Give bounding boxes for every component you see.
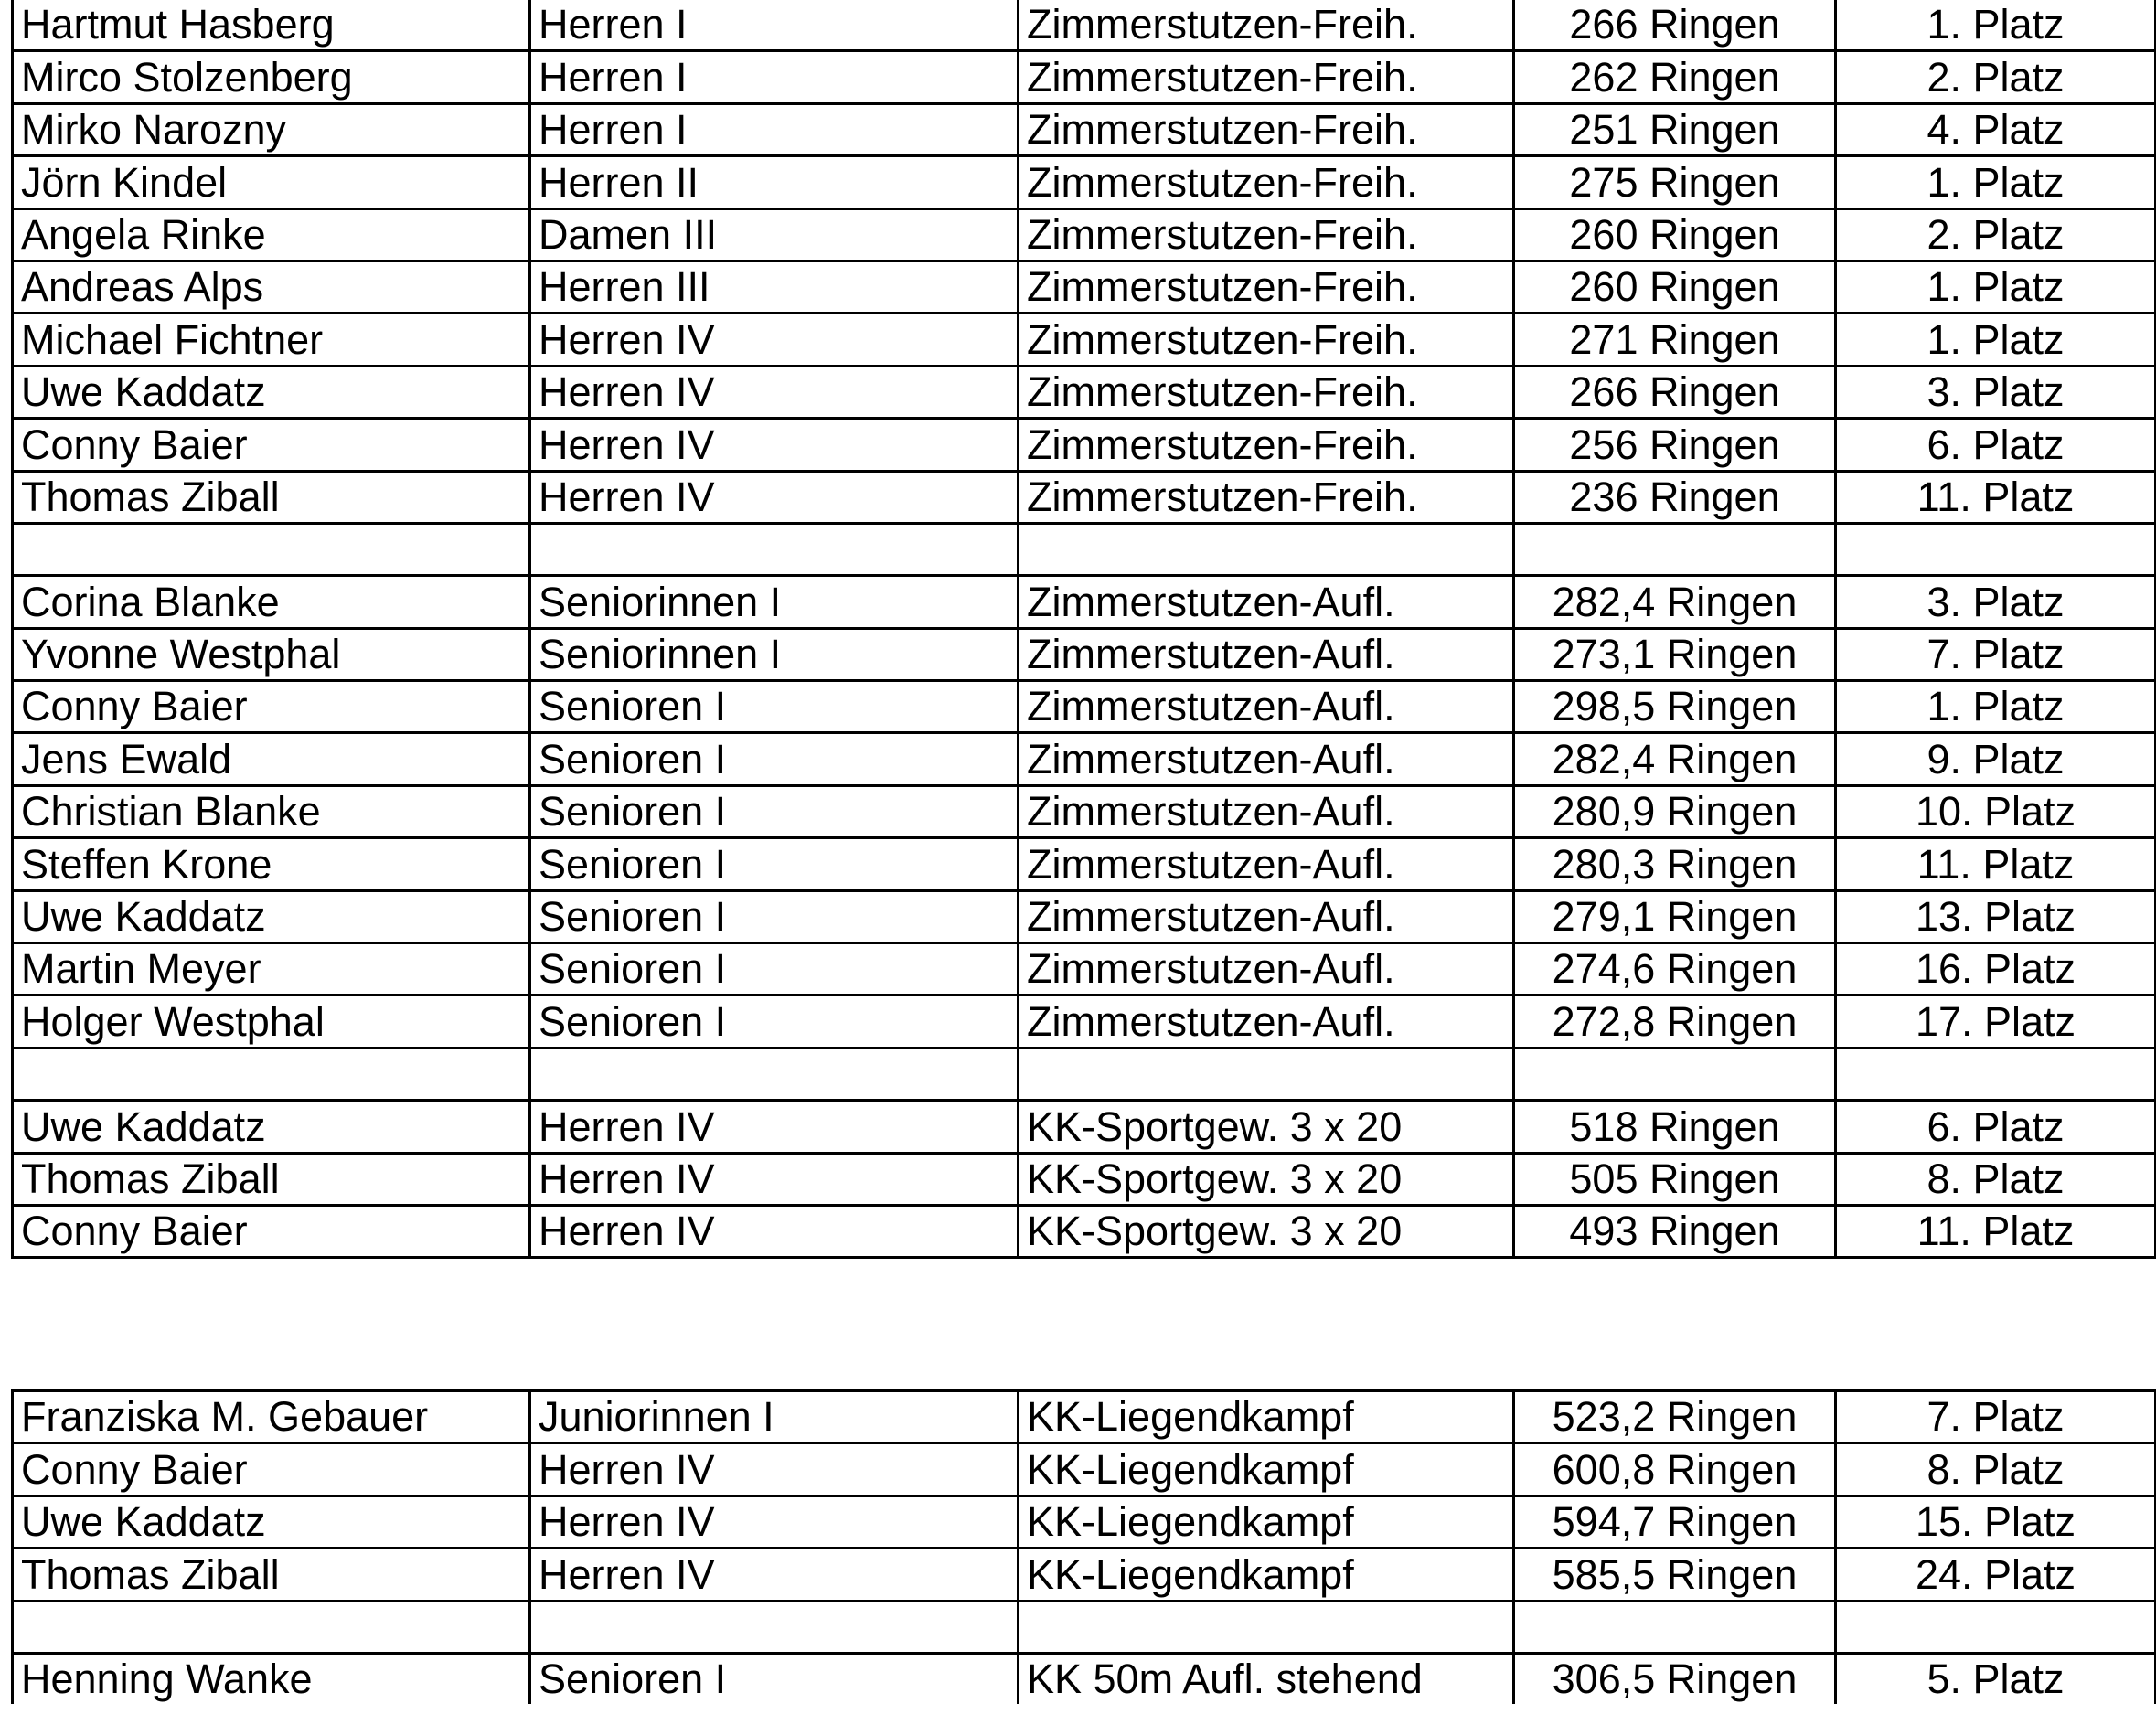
- place-cell: 1. Platz: [1836, 261, 2156, 313]
- score-cell: 279,1 Ringen: [1514, 890, 1836, 942]
- discipline-cell: Zimmerstutzen-Aufl.: [1019, 733, 1514, 785]
- score-cell: 273,1 Ringen: [1514, 628, 1836, 680]
- shooter-name-cell: Jens Ewald: [13, 733, 530, 785]
- table-row: [13, 1653, 2156, 1704]
- place-cell: 7. Platz: [1836, 1391, 2156, 1443]
- score-cell: 251 Ringen: [1514, 103, 1836, 155]
- score-cell: 260 Ringen: [1514, 208, 1836, 261]
- place-cell: 7. Platz: [1836, 628, 2156, 680]
- age-class-cell: Senioren I: [530, 995, 1019, 1048]
- score-cell: 272,8 Ringen: [1514, 995, 1836, 1048]
- table-row: [13, 419, 2156, 471]
- discipline-cell: Zimmerstutzen-Aufl.: [1019, 785, 1514, 837]
- results-table-main-body: [13, 0, 2156, 1258]
- place-cell: [1836, 1048, 2156, 1100]
- table-row: [13, 1153, 2156, 1205]
- score-cell: 585,5 Ringen: [1514, 1549, 1836, 1601]
- spacer-row: [13, 1048, 2156, 1100]
- shooter-name-cell: Mirko Narozny: [13, 103, 530, 155]
- place-cell: [1836, 1601, 2156, 1653]
- discipline-cell: KK-Sportgew. 3 x 20: [1019, 1101, 1514, 1153]
- score-cell: 282,4 Ringen: [1514, 733, 1836, 785]
- age-class-cell: Herren III: [530, 261, 1019, 313]
- place-cell: 4. Platz: [1836, 103, 2156, 155]
- age-class-cell: Seniorinnen I: [530, 628, 1019, 680]
- table-row: [13, 890, 2156, 942]
- discipline-cell: KK 50m Aufl. stehend: [1019, 1653, 1514, 1704]
- place-cell: 11. Platz: [1836, 471, 2156, 523]
- age-class-cell: Herren I: [530, 51, 1019, 103]
- shooter-name-cell: Yvonne Westphal: [13, 628, 530, 680]
- age-class-cell: Senioren I: [530, 733, 1019, 785]
- table-row: [13, 156, 2156, 208]
- place-cell: 1. Platz: [1836, 156, 2156, 208]
- shooter-name-cell: Hartmut Hasberg: [13, 0, 530, 51]
- age-class-cell: Seniorinnen I: [530, 576, 1019, 628]
- table-row: [13, 576, 2156, 628]
- age-class-cell: Herren II: [530, 156, 1019, 208]
- discipline-cell: Zimmerstutzen-Freih.: [1019, 208, 1514, 261]
- age-class-cell: Herren IV: [530, 1205, 1019, 1257]
- shooter-name-cell: Steffen Krone: [13, 838, 530, 890]
- discipline-cell: Zimmerstutzen-Aufl.: [1019, 628, 1514, 680]
- score-cell: [1514, 1601, 1836, 1653]
- score-cell: 298,5 Ringen: [1514, 681, 1836, 733]
- score-cell: 271 Ringen: [1514, 314, 1836, 366]
- age-class-cell: Senioren I: [530, 943, 1019, 995]
- discipline-cell: Zimmerstutzen-Aufl.: [1019, 576, 1514, 628]
- table-row: [13, 261, 2156, 313]
- table-row: [13, 366, 2156, 418]
- age-class-cell: Senioren I: [530, 838, 1019, 890]
- shooter-name-cell: Andreas Alps: [13, 261, 530, 313]
- place-cell: 5. Platz: [1836, 1653, 2156, 1704]
- score-cell: 523,2 Ringen: [1514, 1391, 1836, 1443]
- place-cell: 1. Platz: [1836, 0, 2156, 51]
- discipline-cell: Zimmerstutzen-Freih.: [1019, 419, 1514, 471]
- table-row: [13, 943, 2156, 995]
- age-class-cell: Herren IV: [530, 1496, 1019, 1548]
- age-class-cell: [530, 1048, 1019, 1100]
- shooter-name-cell: Henning Wanke: [13, 1653, 530, 1704]
- discipline-cell: Zimmerstutzen-Aufl.: [1019, 890, 1514, 942]
- discipline-cell: Zimmerstutzen-Freih.: [1019, 156, 1514, 208]
- shooter-name-cell: Uwe Kaddatz: [13, 890, 530, 942]
- discipline-cell: KK-Liegendkampf: [1019, 1496, 1514, 1548]
- discipline-cell: Zimmerstutzen-Freih.: [1019, 51, 1514, 103]
- table-row: [13, 314, 2156, 366]
- discipline-cell: Zimmerstutzen-Aufl.: [1019, 838, 1514, 890]
- age-class-cell: Damen III: [530, 208, 1019, 261]
- score-cell: 262 Ringen: [1514, 51, 1836, 103]
- shooter-name-cell: Angela Rinke: [13, 208, 530, 261]
- age-class-cell: Senioren I: [530, 890, 1019, 942]
- table-row: [13, 1205, 2156, 1257]
- results-table-secondary: [11, 1389, 2156, 1704]
- discipline-cell: Zimmerstutzen-Aufl.: [1019, 943, 1514, 995]
- shooter-name-cell: [13, 1048, 530, 1100]
- age-class-cell: Juniorinnen I: [530, 1391, 1019, 1443]
- discipline-cell: KK-Sportgew. 3 x 20: [1019, 1205, 1514, 1257]
- shooter-name-cell: Conny Baier: [13, 419, 530, 471]
- discipline-cell: KK-Liegendkampf: [1019, 1549, 1514, 1601]
- table-row: [13, 628, 2156, 680]
- table-row: [13, 681, 2156, 733]
- age-class-cell: Herren IV: [530, 366, 1019, 418]
- table-row: [13, 995, 2156, 1048]
- discipline-cell: Zimmerstutzen-Freih.: [1019, 366, 1514, 418]
- shooter-name-cell: Thomas Ziball: [13, 1549, 530, 1601]
- score-cell: 505 Ringen: [1514, 1153, 1836, 1205]
- score-cell: 256 Ringen: [1514, 419, 1836, 471]
- score-cell: 266 Ringen: [1514, 366, 1836, 418]
- age-class-cell: Senioren I: [530, 1653, 1019, 1704]
- place-cell: 24. Platz: [1836, 1549, 2156, 1601]
- score-cell: 275 Ringen: [1514, 156, 1836, 208]
- shooter-name-cell: Conny Baier: [13, 1205, 530, 1257]
- score-cell: 260 Ringen: [1514, 261, 1836, 313]
- score-cell: 274,6 Ringen: [1514, 943, 1836, 995]
- spacer-row: [13, 523, 2156, 575]
- place-cell: 3. Platz: [1836, 366, 2156, 418]
- table-row: [13, 1496, 2156, 1548]
- place-cell: 1. Platz: [1836, 681, 2156, 733]
- discipline-cell: Zimmerstutzen-Freih.: [1019, 471, 1514, 523]
- discipline-cell: [1019, 1601, 1514, 1653]
- age-class-cell: Herren IV: [530, 1153, 1019, 1205]
- shooter-name-cell: Jörn Kindel: [13, 156, 530, 208]
- place-cell: 13. Platz: [1836, 890, 2156, 942]
- shooter-name-cell: Uwe Kaddatz: [13, 366, 530, 418]
- score-cell: 280,9 Ringen: [1514, 785, 1836, 837]
- table-row: [13, 785, 2156, 837]
- place-cell: 8. Platz: [1836, 1153, 2156, 1205]
- place-cell: 10. Platz: [1836, 785, 2156, 837]
- table-row: [13, 733, 2156, 785]
- shooter-name-cell: Thomas Ziball: [13, 471, 530, 523]
- place-cell: 2. Platz: [1836, 51, 2156, 103]
- spacer-row: [13, 1601, 2156, 1653]
- shooter-name-cell: [13, 1601, 530, 1653]
- place-cell: 16. Platz: [1836, 943, 2156, 995]
- shooter-name-cell: Uwe Kaddatz: [13, 1101, 530, 1153]
- score-cell: 600,8 Ringen: [1514, 1443, 1836, 1496]
- shooter-name-cell: Martin Meyer: [13, 943, 530, 995]
- shooter-name-cell: Conny Baier: [13, 1443, 530, 1496]
- table-row: [13, 1101, 2156, 1153]
- table-row: [13, 1549, 2156, 1601]
- age-class-cell: Herren IV: [530, 471, 1019, 523]
- shooter-name-cell: Uwe Kaddatz: [13, 1496, 530, 1548]
- results-table-secondary-body: [13, 1391, 2156, 1705]
- shooter-name-cell: Holger Westphal: [13, 995, 530, 1048]
- discipline-cell: [1019, 1048, 1514, 1100]
- place-cell: 3. Platz: [1836, 576, 2156, 628]
- place-cell: 6. Platz: [1836, 1101, 2156, 1153]
- place-cell: 8. Platz: [1836, 1443, 2156, 1496]
- age-class-cell: Herren IV: [530, 1443, 1019, 1496]
- age-class-cell: Herren IV: [530, 419, 1019, 471]
- discipline-cell: KK-Liegendkampf: [1019, 1391, 1514, 1443]
- shooter-name-cell: Mirco Stolzenberg: [13, 51, 530, 103]
- age-class-cell: Herren I: [530, 0, 1019, 51]
- shooter-name-cell: Christian Blanke: [13, 785, 530, 837]
- place-cell: 11. Platz: [1836, 838, 2156, 890]
- score-cell: 280,3 Ringen: [1514, 838, 1836, 890]
- place-cell: 9. Platz: [1836, 733, 2156, 785]
- shooter-name-cell: Franziska M. Gebauer: [13, 1391, 530, 1443]
- shooter-name-cell: Corina Blanke: [13, 576, 530, 628]
- discipline-cell: KK-Sportgew. 3 x 20: [1019, 1153, 1514, 1205]
- table-row: [13, 51, 2156, 103]
- age-class-cell: [530, 523, 1019, 575]
- place-cell: 1. Platz: [1836, 314, 2156, 366]
- score-cell: 236 Ringen: [1514, 471, 1836, 523]
- score-cell: 266 Ringen: [1514, 0, 1836, 51]
- place-cell: [1836, 523, 2156, 575]
- score-cell: 518 Ringen: [1514, 1101, 1836, 1153]
- score-cell: [1514, 523, 1836, 575]
- place-cell: 15. Platz: [1836, 1496, 2156, 1548]
- table-row: [13, 471, 2156, 523]
- table-row: [13, 1391, 2156, 1443]
- place-cell: 6. Platz: [1836, 419, 2156, 471]
- shooter-name-cell: Michael Fichtner: [13, 314, 530, 366]
- age-class-cell: [530, 1601, 1019, 1653]
- discipline-cell: Zimmerstutzen-Freih.: [1019, 0, 1514, 51]
- age-class-cell: Herren IV: [530, 1101, 1019, 1153]
- score-cell: 594,7 Ringen: [1514, 1496, 1836, 1548]
- age-class-cell: Herren IV: [530, 314, 1019, 366]
- shooter-name-cell: [13, 523, 530, 575]
- discipline-cell: Zimmerstutzen-Freih.: [1019, 261, 1514, 313]
- shooter-name-cell: Thomas Ziball: [13, 1153, 530, 1205]
- score-cell: 306,5 Ringen: [1514, 1653, 1836, 1704]
- discipline-cell: Zimmerstutzen-Freih.: [1019, 314, 1514, 366]
- results-table-main: [11, 0, 2156, 1259]
- discipline-cell: Zimmerstutzen-Freih.: [1019, 103, 1514, 155]
- discipline-cell: Zimmerstutzen-Aufl.: [1019, 681, 1514, 733]
- place-cell: 17. Platz: [1836, 995, 2156, 1048]
- table-row: [13, 208, 2156, 261]
- score-cell: 282,4 Ringen: [1514, 576, 1836, 628]
- age-class-cell: Herren IV: [530, 1549, 1019, 1601]
- table-row: [13, 0, 2156, 51]
- table-row: [13, 838, 2156, 890]
- discipline-cell: [1019, 523, 1514, 575]
- age-class-cell: Senioren I: [530, 785, 1019, 837]
- age-class-cell: Senioren I: [530, 681, 1019, 733]
- score-cell: 493 Ringen: [1514, 1205, 1836, 1257]
- score-cell: [1514, 1048, 1836, 1100]
- age-class-cell: Herren I: [530, 103, 1019, 155]
- place-cell: 11. Platz: [1836, 1205, 2156, 1257]
- discipline-cell: Zimmerstutzen-Aufl.: [1019, 995, 1514, 1048]
- discipline-cell: KK-Liegendkampf: [1019, 1443, 1514, 1496]
- place-cell: 2. Platz: [1836, 208, 2156, 261]
- table-row: [13, 103, 2156, 155]
- shooter-name-cell: Conny Baier: [13, 681, 530, 733]
- table-row: [13, 1443, 2156, 1496]
